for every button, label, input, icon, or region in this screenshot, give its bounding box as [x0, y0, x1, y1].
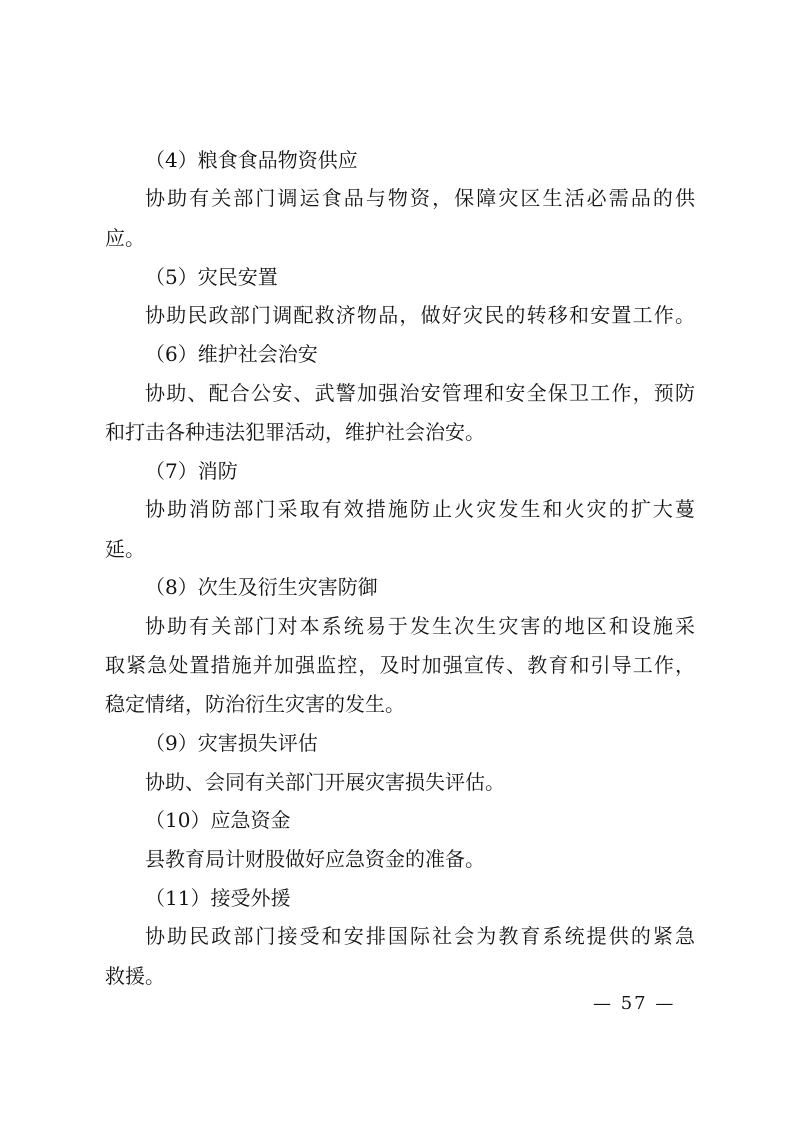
- section-heading-6: （6）维护社会治安: [145, 342, 318, 366]
- section-heading-4: （4）粮食食品物资供应: [145, 148, 358, 172]
- section-text-9-line-1: 协助、会同有关部门开展灾害损失评估。: [145, 770, 505, 794]
- section-heading-5: （5）灾民安置: [145, 265, 278, 289]
- section-heading-7: （7）消防: [145, 459, 238, 483]
- section-text-6-line-1: 协助、配合公安、武警加强治安管理和安全保卫工作，预防: [145, 381, 695, 405]
- section-text-5-line-1: 协助民政部门调配救济物品，做好灾民的转移和安置工作。: [145, 303, 695, 327]
- section-heading-11: （11）接受外援: [145, 886, 291, 910]
- section-text-10-line-1: 县教育局计财股做好应急资金的准备。: [145, 847, 485, 871]
- section-text-4-line-2: 应。: [105, 226, 145, 250]
- section-text-7-line-1: 协助消防部门采取有效措施防止火灾发生和火灾的扩大蔓: [145, 497, 695, 521]
- page-number: — 57 —: [593, 993, 676, 1014]
- section-text-8-line-1: 协助有关部门对本系统易于发生次生灾害的地区和设施采: [145, 614, 695, 638]
- section-heading-10: （10）应急资金: [145, 808, 291, 832]
- section-text-11-line-1: 协助民政部门接受和安排国际社会为教育系统提供的紧急: [145, 924, 695, 948]
- section-text-6-line-2: 和打击各种违法犯罪活动，维护社会治安。: [105, 420, 485, 444]
- section-text-8-line-3: 稳定情绪，防治衍生灾害的发生。: [105, 692, 405, 716]
- section-heading-9: （9）灾害损失评估: [145, 731, 318, 755]
- section-heading-8: （8）次生及衍生灾害防御: [145, 575, 378, 599]
- section-text-8-line-2: 取紧急处置措施并加强监控，及时加强宣传、教育和引导工作，: [105, 653, 695, 677]
- section-text-4-line-1: 协助有关部门调运食品与物资，保障灾区生活必需品的供: [145, 186, 695, 210]
- section-text-11-line-2: 救援。: [105, 964, 165, 988]
- section-text-7-line-2: 延。: [105, 537, 145, 561]
